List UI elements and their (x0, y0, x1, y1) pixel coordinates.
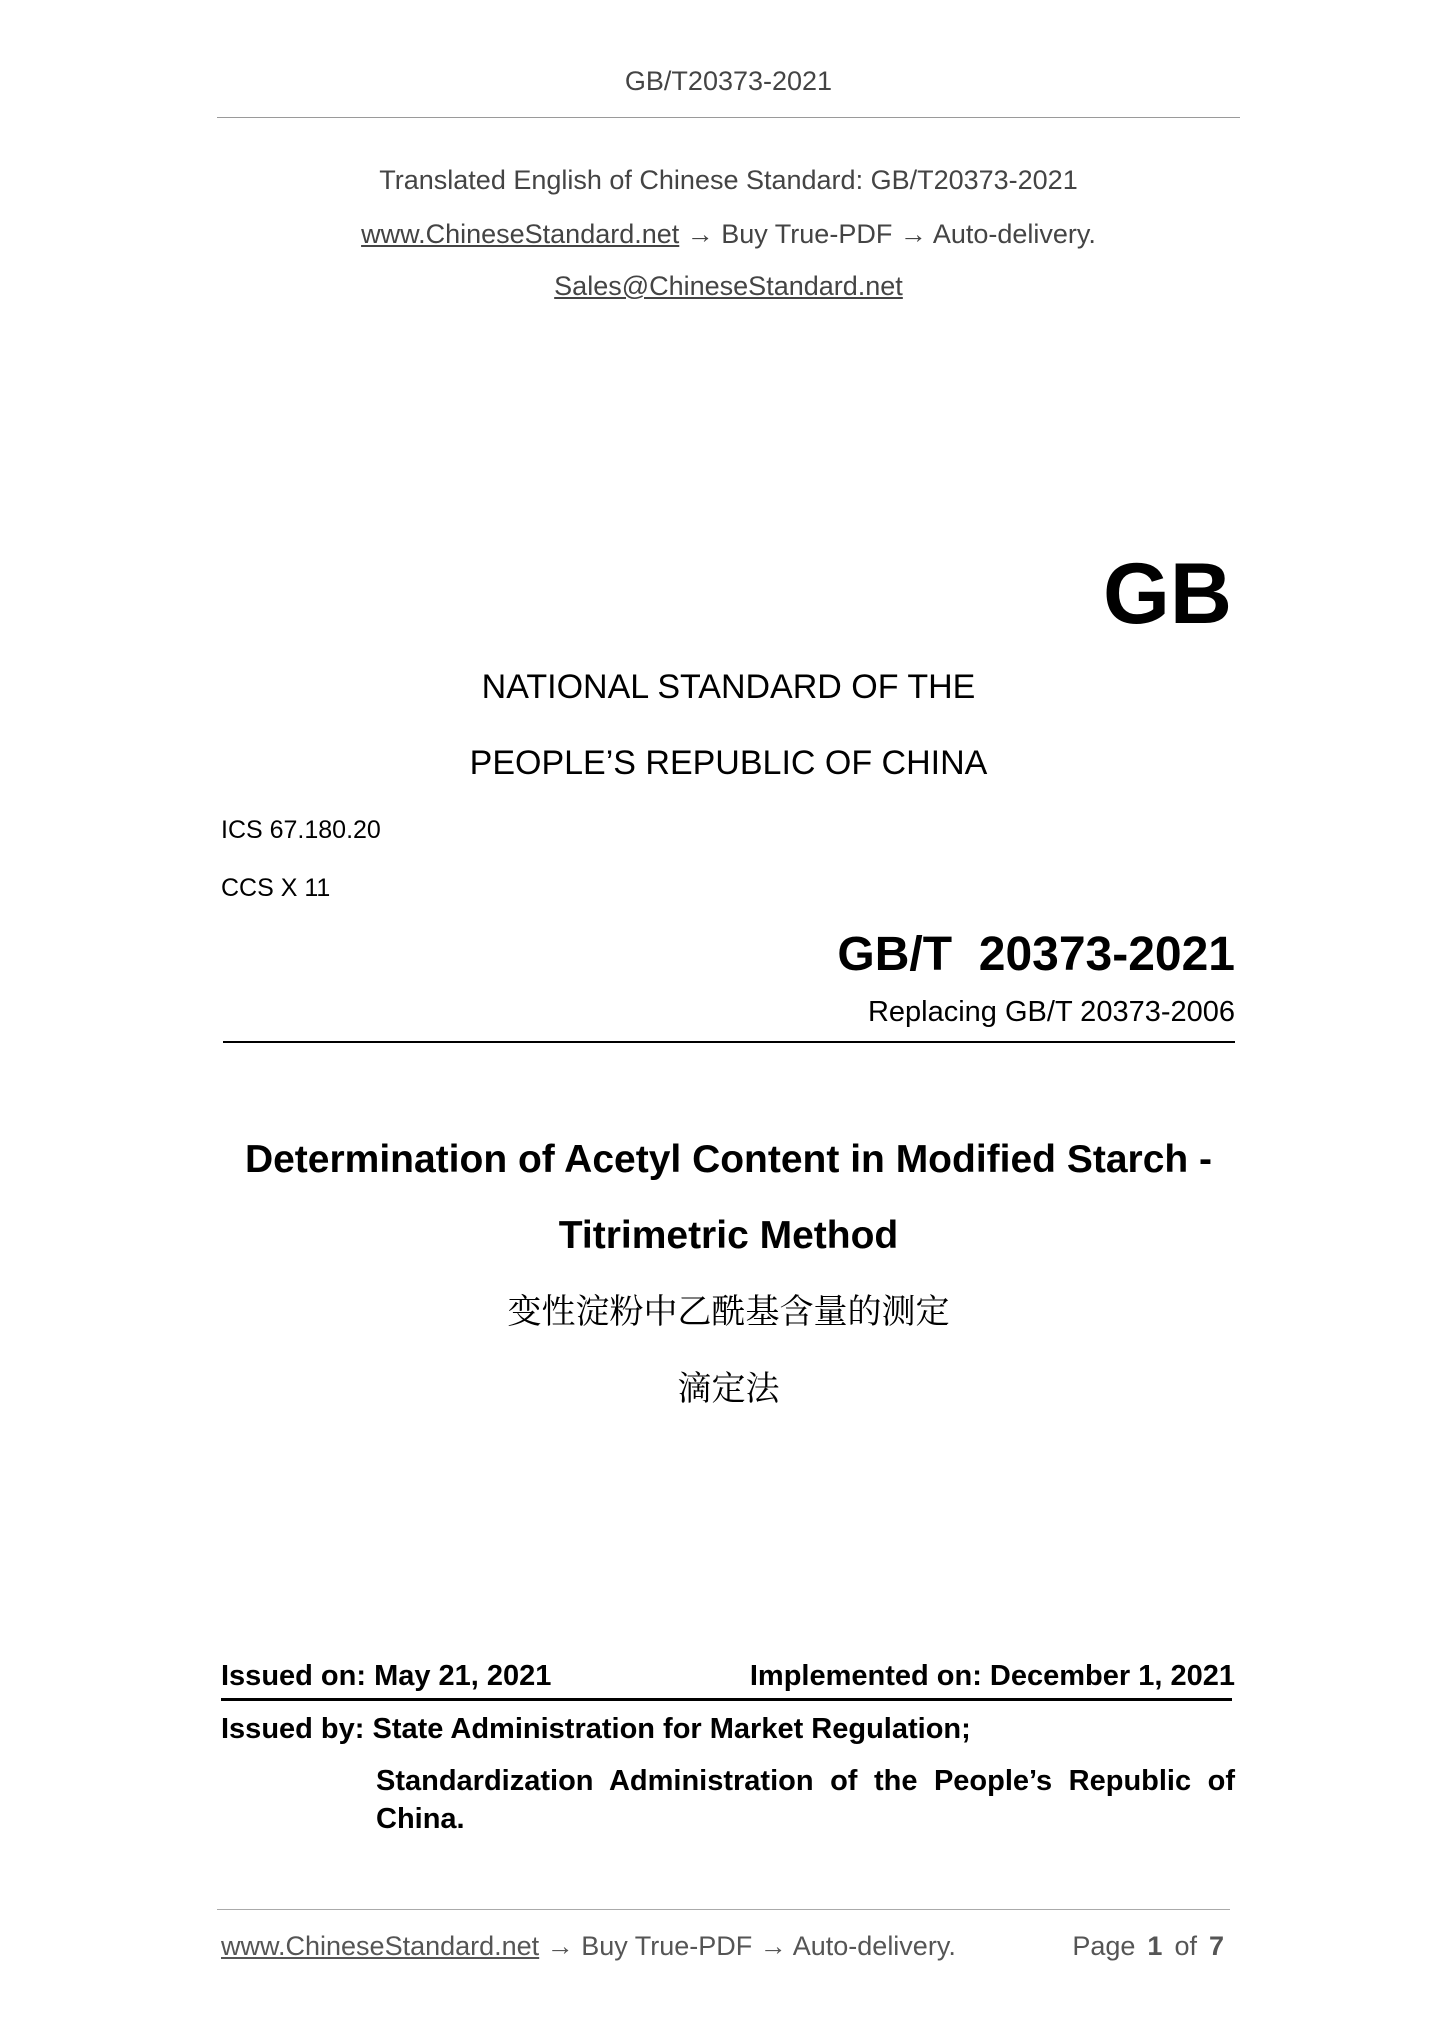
ccs-code: CCS X 11 (221, 874, 331, 902)
title-zh-line-2: 滴定法 (677, 1369, 780, 1409)
banner-title: Translated English of Chinese Standard: GB/T20373-2021 (379, 165, 1078, 195)
banner-email-line (217, 270, 1240, 302)
issue-dates-divider (221, 1698, 1232, 1701)
running-header-doc-code: GB/T20373-2021 (624, 66, 833, 96)
ics-code: ICS 67.180.20 (221, 816, 381, 844)
issued-by-line: Issued by: State Administration for Market Regulation; (221, 1713, 971, 1745)
title-zh-line-1: 变性淀粉中乙酰基含量的测定 (507, 1292, 950, 1332)
implemented-on-date: Implemented on: December 1, 2021 (749, 1660, 1235, 1692)
footer-purchase-line (221, 1930, 956, 1962)
banner-purchase-text: → Buy True-PDF → Auto-delivery. (679, 219, 1096, 249)
banner-purchase-line (217, 218, 1240, 250)
issued-by-second-authority: Standardization Administration of the People’s Republic of China. (376, 1765, 1235, 1835)
standard-number-divider (223, 1041, 1235, 1043)
page-label: Page (1072, 1931, 1136, 1961)
issued-on-date: Issued on: May 21, 2021 (221, 1660, 552, 1692)
replacing-standard: Replacing GB/T 20373-2006 (867, 996, 1235, 1028)
page-number: 1 (1147, 1931, 1163, 1961)
banner-site-link[interactable]: www.ChineseStandard.net (361, 219, 680, 249)
footer-purchase-text: → Buy True-PDF → Auto-delivery. (539, 1931, 956, 1961)
national-standard-line-2: PEOPLE’S REPUBLIC OF CHINA (469, 744, 988, 782)
national-standard-line-1: NATIONAL STANDARD OF THE (481, 668, 976, 706)
title-en-line-2: Titrimetric Method (558, 1214, 899, 1257)
gb-mark: GB (1103, 546, 1232, 642)
header-divider (217, 117, 1240, 118)
issue-dates-row (221, 1659, 1235, 1693)
page-total: 7 (1208, 1931, 1224, 1961)
page-indicator (1072, 1930, 1224, 1962)
standard-number: GB/T 20373-2021 (837, 928, 1235, 981)
title-en-line-1: Determination of Acetyl Content in Modified Starch - (244, 1138, 1213, 1181)
banner-email-link[interactable]: Sales@ChineseStandard.net (554, 271, 903, 301)
footer-site-link[interactable]: www.ChineseStandard.net (221, 1931, 540, 1961)
page-of-label: of (1174, 1931, 1197, 1961)
footer-divider (217, 1909, 1230, 1910)
